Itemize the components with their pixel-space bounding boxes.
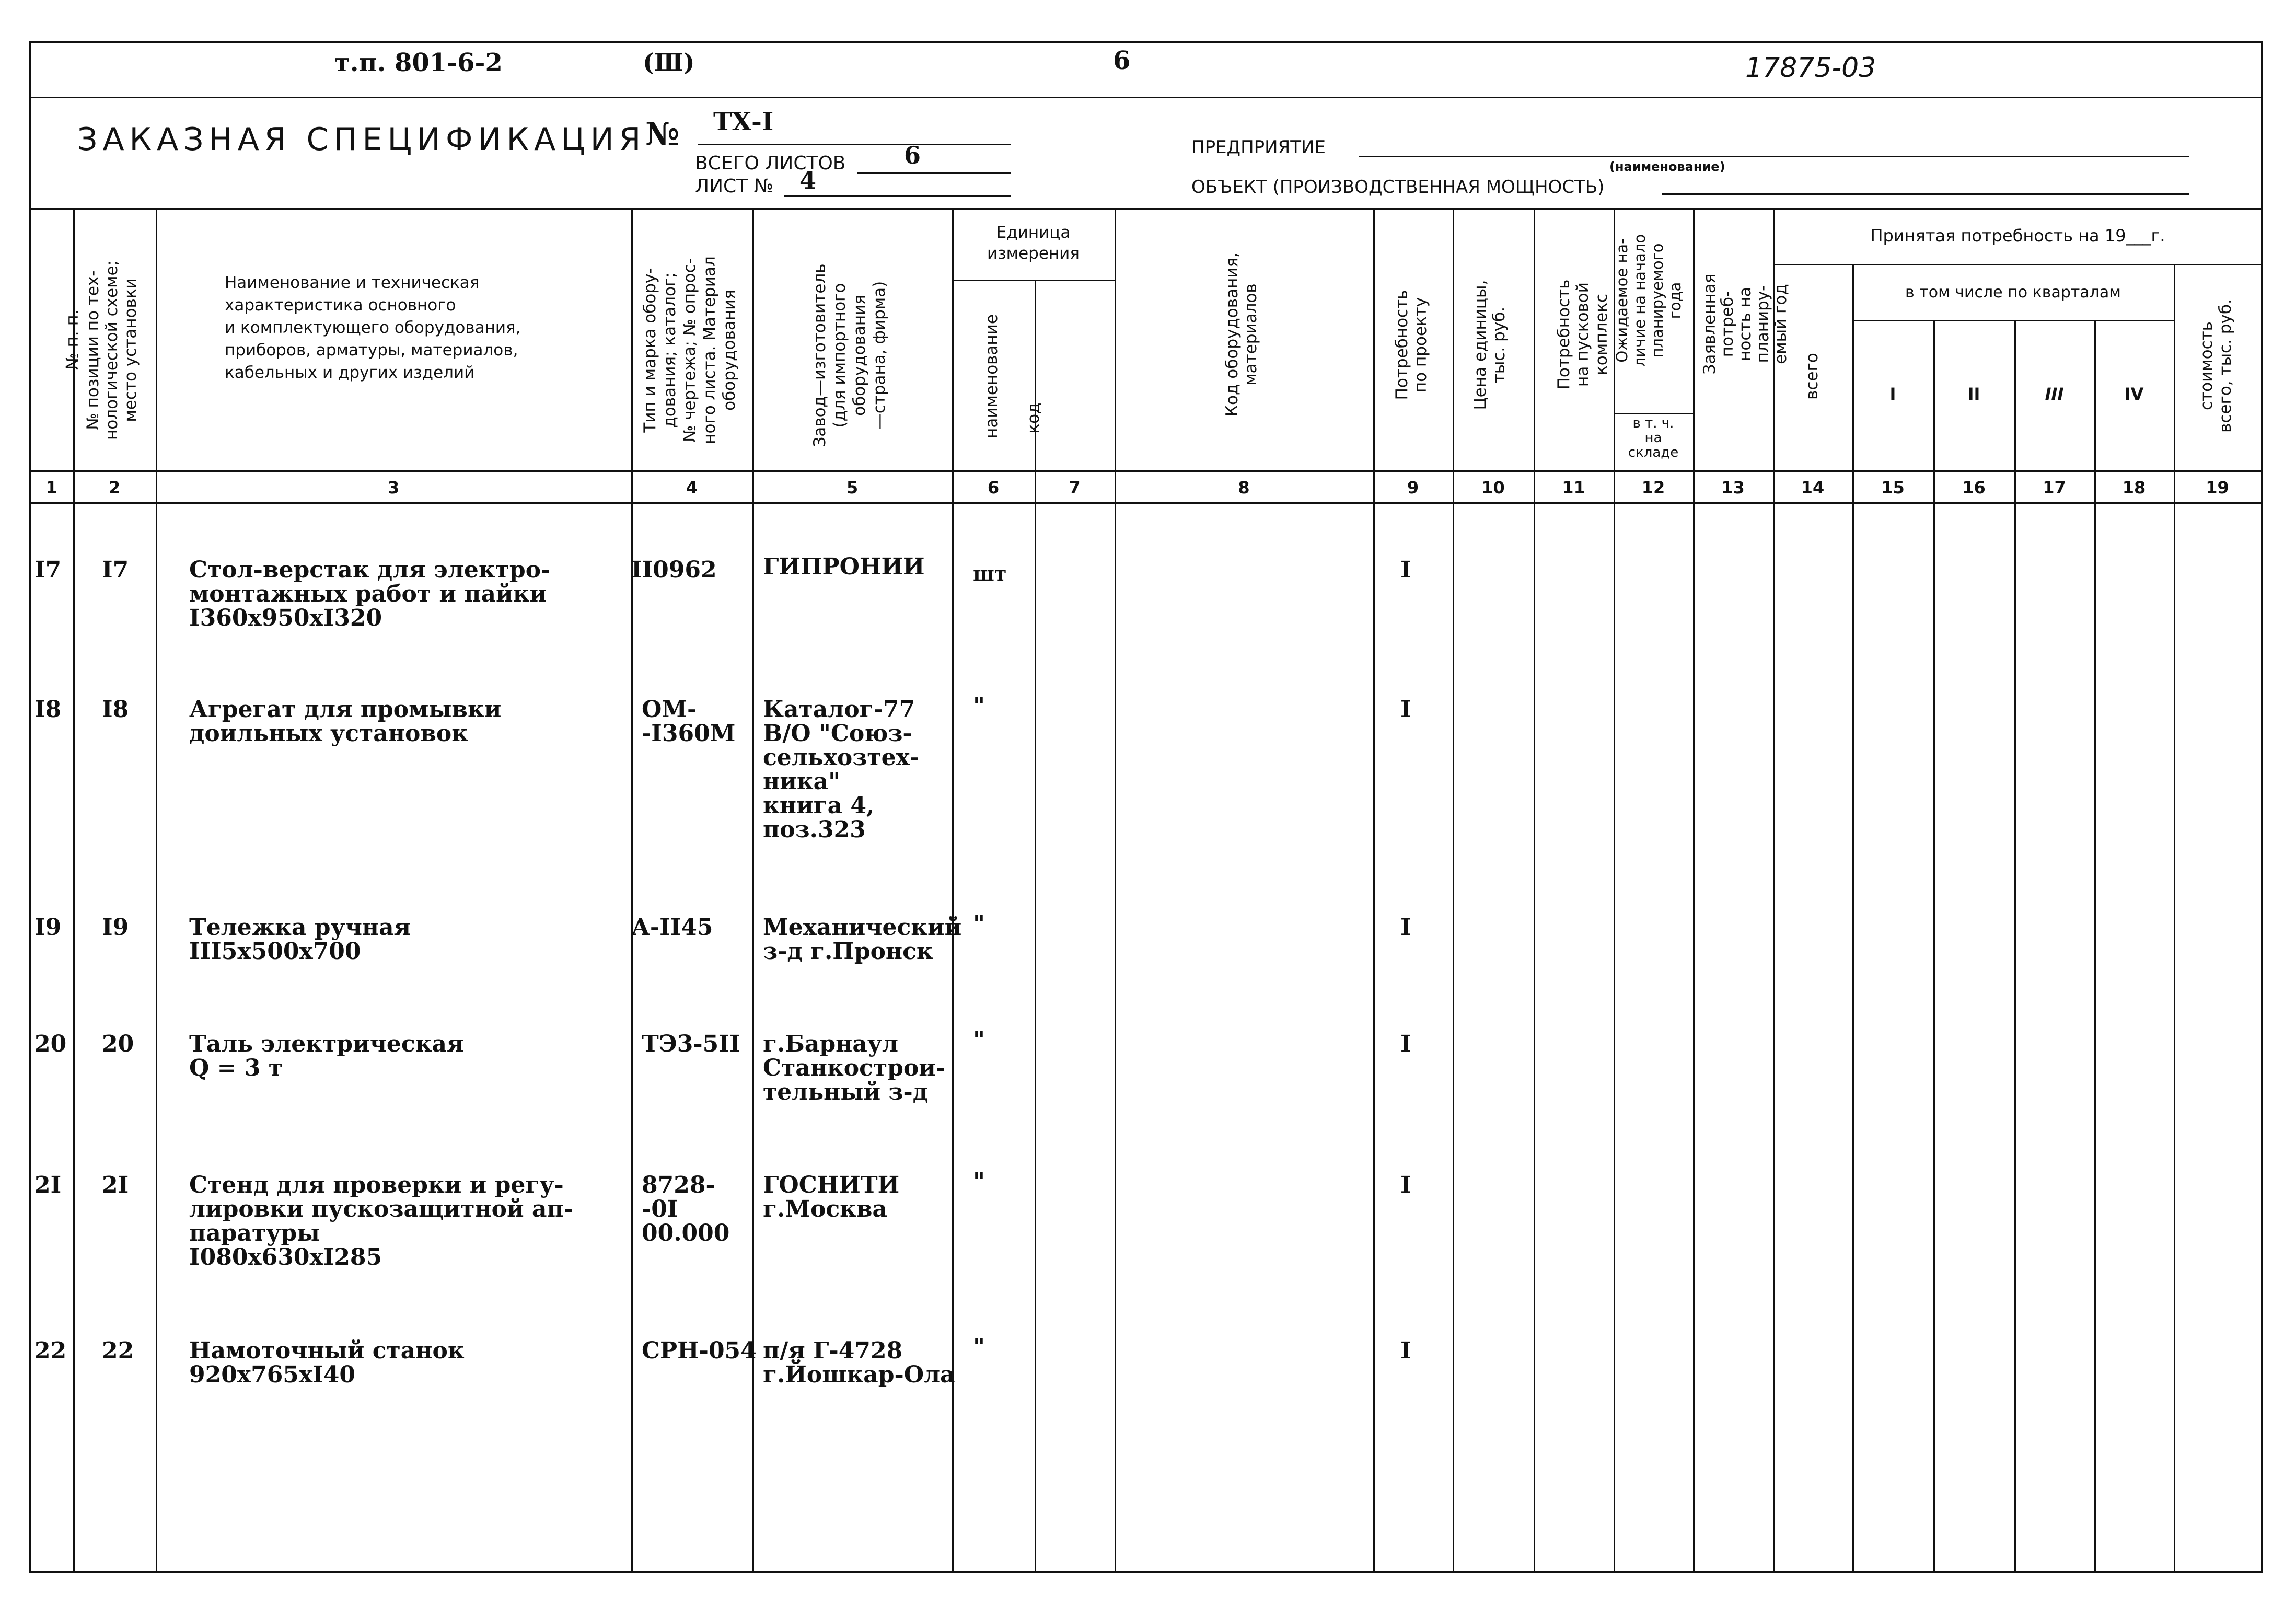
- frame-left: [29, 41, 31, 1573]
- frame-bottom: [29, 1571, 2263, 1573]
- row-number: 2I: [34, 1172, 62, 1198]
- colnum-15: 15: [1881, 478, 1905, 498]
- col-4-header: Тип и марка обору- дования; каталог; № чертежа; № опрос- ного листа. Материал оборудования: [641, 256, 739, 444]
- total-sheets-value: 6: [904, 141, 921, 169]
- row-qty: I: [1400, 1337, 1411, 1364]
- row-qty: I: [1400, 914, 1411, 941]
- row-name: Стол-верстак для электро- монтажных работ и пайки I360x950xI320: [189, 557, 551, 631]
- colnum-2: 2: [108, 478, 121, 498]
- row-qty: I: [1400, 696, 1411, 723]
- col-13-header: Заявленная потреб- ность на планиру- емый год: [1700, 273, 1790, 375]
- spec-no-label: №: [645, 116, 680, 153]
- colnum-17: 17: [2043, 478, 2066, 498]
- row-unit: ": [973, 910, 985, 937]
- colnum-13: 13: [1721, 478, 1745, 498]
- row-position: 20: [102, 1031, 134, 1057]
- unit-header: Единица измерения: [987, 223, 1080, 263]
- colnum-16: 16: [1962, 478, 1986, 498]
- row-type: ОМ- -I360М: [642, 696, 736, 747]
- row-type: СРН-054: [642, 1337, 757, 1364]
- enterprise-line: [1359, 156, 2189, 157]
- row-position: 22: [102, 1337, 134, 1364]
- col-sep-7: [1115, 208, 1116, 1572]
- colnum-8: 8: [1238, 478, 1250, 498]
- colnum-10: 10: [1481, 478, 1505, 498]
- col-2-header: № позиции по тех- нологической схеме; место установки: [84, 260, 140, 440]
- row-number: 22: [34, 1337, 67, 1364]
- col-16-header: II: [1967, 384, 1980, 404]
- col-sep-8: [1373, 208, 1375, 1572]
- row-qty: I: [1400, 557, 1411, 583]
- colnum-19: 19: [2206, 478, 2229, 498]
- col-sep-10: [1534, 208, 1535, 1572]
- header-bottom: [29, 470, 2263, 472]
- row-position: I7: [102, 557, 129, 583]
- line-under-title: [29, 208, 2263, 210]
- col-sep-18: [2174, 264, 2175, 1572]
- row-unit: ": [973, 692, 985, 719]
- col-sep-13: [1773, 208, 1775, 1572]
- spec-title: ЗАКАЗНАЯ СПЕЦИФИКАЦИЯ: [77, 121, 646, 158]
- row-number: I8: [34, 696, 62, 723]
- colnum-7: 7: [1069, 478, 1081, 498]
- spec-no-value: ТХ-I: [713, 107, 774, 136]
- colnum-14: 14: [1801, 478, 1825, 498]
- colnum-18: 18: [2122, 478, 2146, 498]
- quarters-subline: [1852, 320, 2174, 321]
- colnum-1: 1: [45, 478, 57, 498]
- document-number: 17875-03: [1745, 52, 1876, 84]
- col-sep-16: [2014, 320, 2016, 1572]
- col-14-header: всего: [1803, 353, 1822, 400]
- col-sep-14: [1852, 264, 1854, 1572]
- row-unit: ": [973, 1334, 985, 1360]
- col-sep-4: [752, 208, 754, 1572]
- col-sep-6: [1035, 280, 1036, 1572]
- row-maker: Каталог-77 В/О "Союз- сельхозтех- ника" книга 4, поз.323: [763, 696, 920, 843]
- sheet-value: 4: [799, 166, 817, 194]
- row-qty: I: [1400, 1031, 1411, 1057]
- row-number: 20: [34, 1031, 67, 1057]
- col-17-header: III: [2045, 384, 2064, 404]
- col-8-header: Код оборудования, материалов: [1223, 252, 1260, 417]
- col-sep-12: [1693, 208, 1695, 1572]
- col-12-header: Ожидаемое на- личие на начало планируемого года: [1613, 234, 1684, 367]
- spec-no-field: [698, 107, 1011, 145]
- row-qty: I: [1400, 1172, 1411, 1198]
- col-11-header: Потребность на пусковой комплекс: [1555, 279, 1611, 390]
- col-1-header: № п. п.: [62, 309, 82, 370]
- row-number: I9: [34, 914, 62, 941]
- col-15-header: I: [1889, 384, 1896, 404]
- accepted-header: Принятая потребность на 19___г.: [1870, 226, 2165, 246]
- row-maker: г.Барнаул Станкострои- тельный з-д: [763, 1031, 946, 1105]
- col-7-header: код: [1024, 402, 1043, 434]
- col-5-header: Завод—изготовитель (для импортного оборудования —страна, фирма): [810, 263, 889, 447]
- row-position: 2I: [102, 1172, 129, 1198]
- row-number: I7: [34, 557, 62, 583]
- object-label: ОБЪЕКТ (ПРОИЗВОДСТВЕННАЯ МОЩНОСТЬ): [1191, 177, 1605, 198]
- roman-mark: (Ⅲ): [643, 48, 695, 76]
- colnum-9: 9: [1407, 478, 1419, 498]
- col-sep-17: [2094, 320, 2096, 1572]
- colnum-6: 6: [987, 478, 1000, 498]
- row-name: Стенд для проверки и регу- лировки пускозащитной ап- паратуры I080x630xI285: [189, 1172, 573, 1270]
- row-position: I8: [102, 696, 129, 723]
- row-type: 8728- -0I 00.000: [642, 1172, 730, 1246]
- row-unit: шт: [973, 562, 1007, 585]
- frame-right: [2261, 41, 2263, 1573]
- row-maker: ГОСНИТИ г.Москва: [763, 1172, 900, 1222]
- frame-top: [29, 41, 2263, 43]
- row-type: II0962: [631, 557, 717, 583]
- row-maker: Механический з-д г.Пронск: [763, 914, 962, 965]
- row-maker: ГИПРОНИИ: [763, 553, 925, 580]
- col-12b-header: в т. ч. на складе: [1628, 415, 1679, 460]
- row-name: Агрегат для промывки доильных установок: [189, 696, 502, 747]
- accepted-subline: [1773, 264, 2263, 265]
- col-sep-2: [156, 208, 157, 1572]
- col-19-header: стоимость всего, тыс. руб.: [2197, 299, 2235, 433]
- row-unit: ": [973, 1168, 985, 1195]
- quarters-header: в том числе по кварталам: [1905, 283, 2121, 302]
- row-type: ТЭ3-5II: [642, 1031, 740, 1057]
- total-sheets-label: ВСЕГО ЛИСТОВ: [695, 153, 846, 174]
- colnum-11: 11: [1562, 478, 1585, 498]
- c12-subline: [1614, 413, 1693, 414]
- row-position: I9: [102, 914, 129, 941]
- col-9-header: Потребность по проекту: [1393, 290, 1430, 400]
- sheet-label: ЛИСТ №: [695, 176, 774, 197]
- col-3-header: Наименование и техническая характеристика основного и комплектующего оборудования, приборов, арматуры, материалов, кабельных и других изделий: [225, 273, 521, 382]
- col-6-header: наименование: [982, 314, 1001, 438]
- name-note: (наименование): [1609, 159, 1725, 174]
- col-sep-3: [631, 208, 633, 1572]
- sheet-field: [784, 166, 1011, 197]
- enterprise-label: ПРЕДПРИЯТИЕ: [1191, 137, 1326, 158]
- row-name: Тележка ручная III5x500x700: [189, 914, 411, 965]
- row-type: А-II45: [631, 914, 713, 941]
- colnum-bottom: [29, 502, 2263, 504]
- colnum-5: 5: [846, 478, 859, 498]
- col-sep-15: [1933, 320, 1935, 1572]
- row-unit: ": [973, 1027, 985, 1054]
- page-number: 6: [1113, 46, 1131, 75]
- col-10-header: Цена единицы, тыс. руб.: [1471, 280, 1509, 410]
- row-name: Намоточный станок 920x765xI40: [189, 1337, 465, 1388]
- line-under-top: [29, 97, 2263, 98]
- unit-subline: [952, 280, 1115, 281]
- row-name: Таль электрическая Q = 3 т: [189, 1031, 464, 1081]
- col-18-header: IV: [2124, 384, 2144, 404]
- doc-code: т.п. 801-6-2: [334, 48, 503, 77]
- colnum-12: 12: [1641, 478, 1665, 498]
- colnum-4: 4: [686, 478, 698, 498]
- colnum-3: 3: [387, 478, 400, 498]
- row-maker: п/я Г-4728 г.Йошкар-Ола: [763, 1337, 955, 1388]
- col-sep-9: [1453, 208, 1454, 1572]
- object-line: [1662, 193, 2189, 195]
